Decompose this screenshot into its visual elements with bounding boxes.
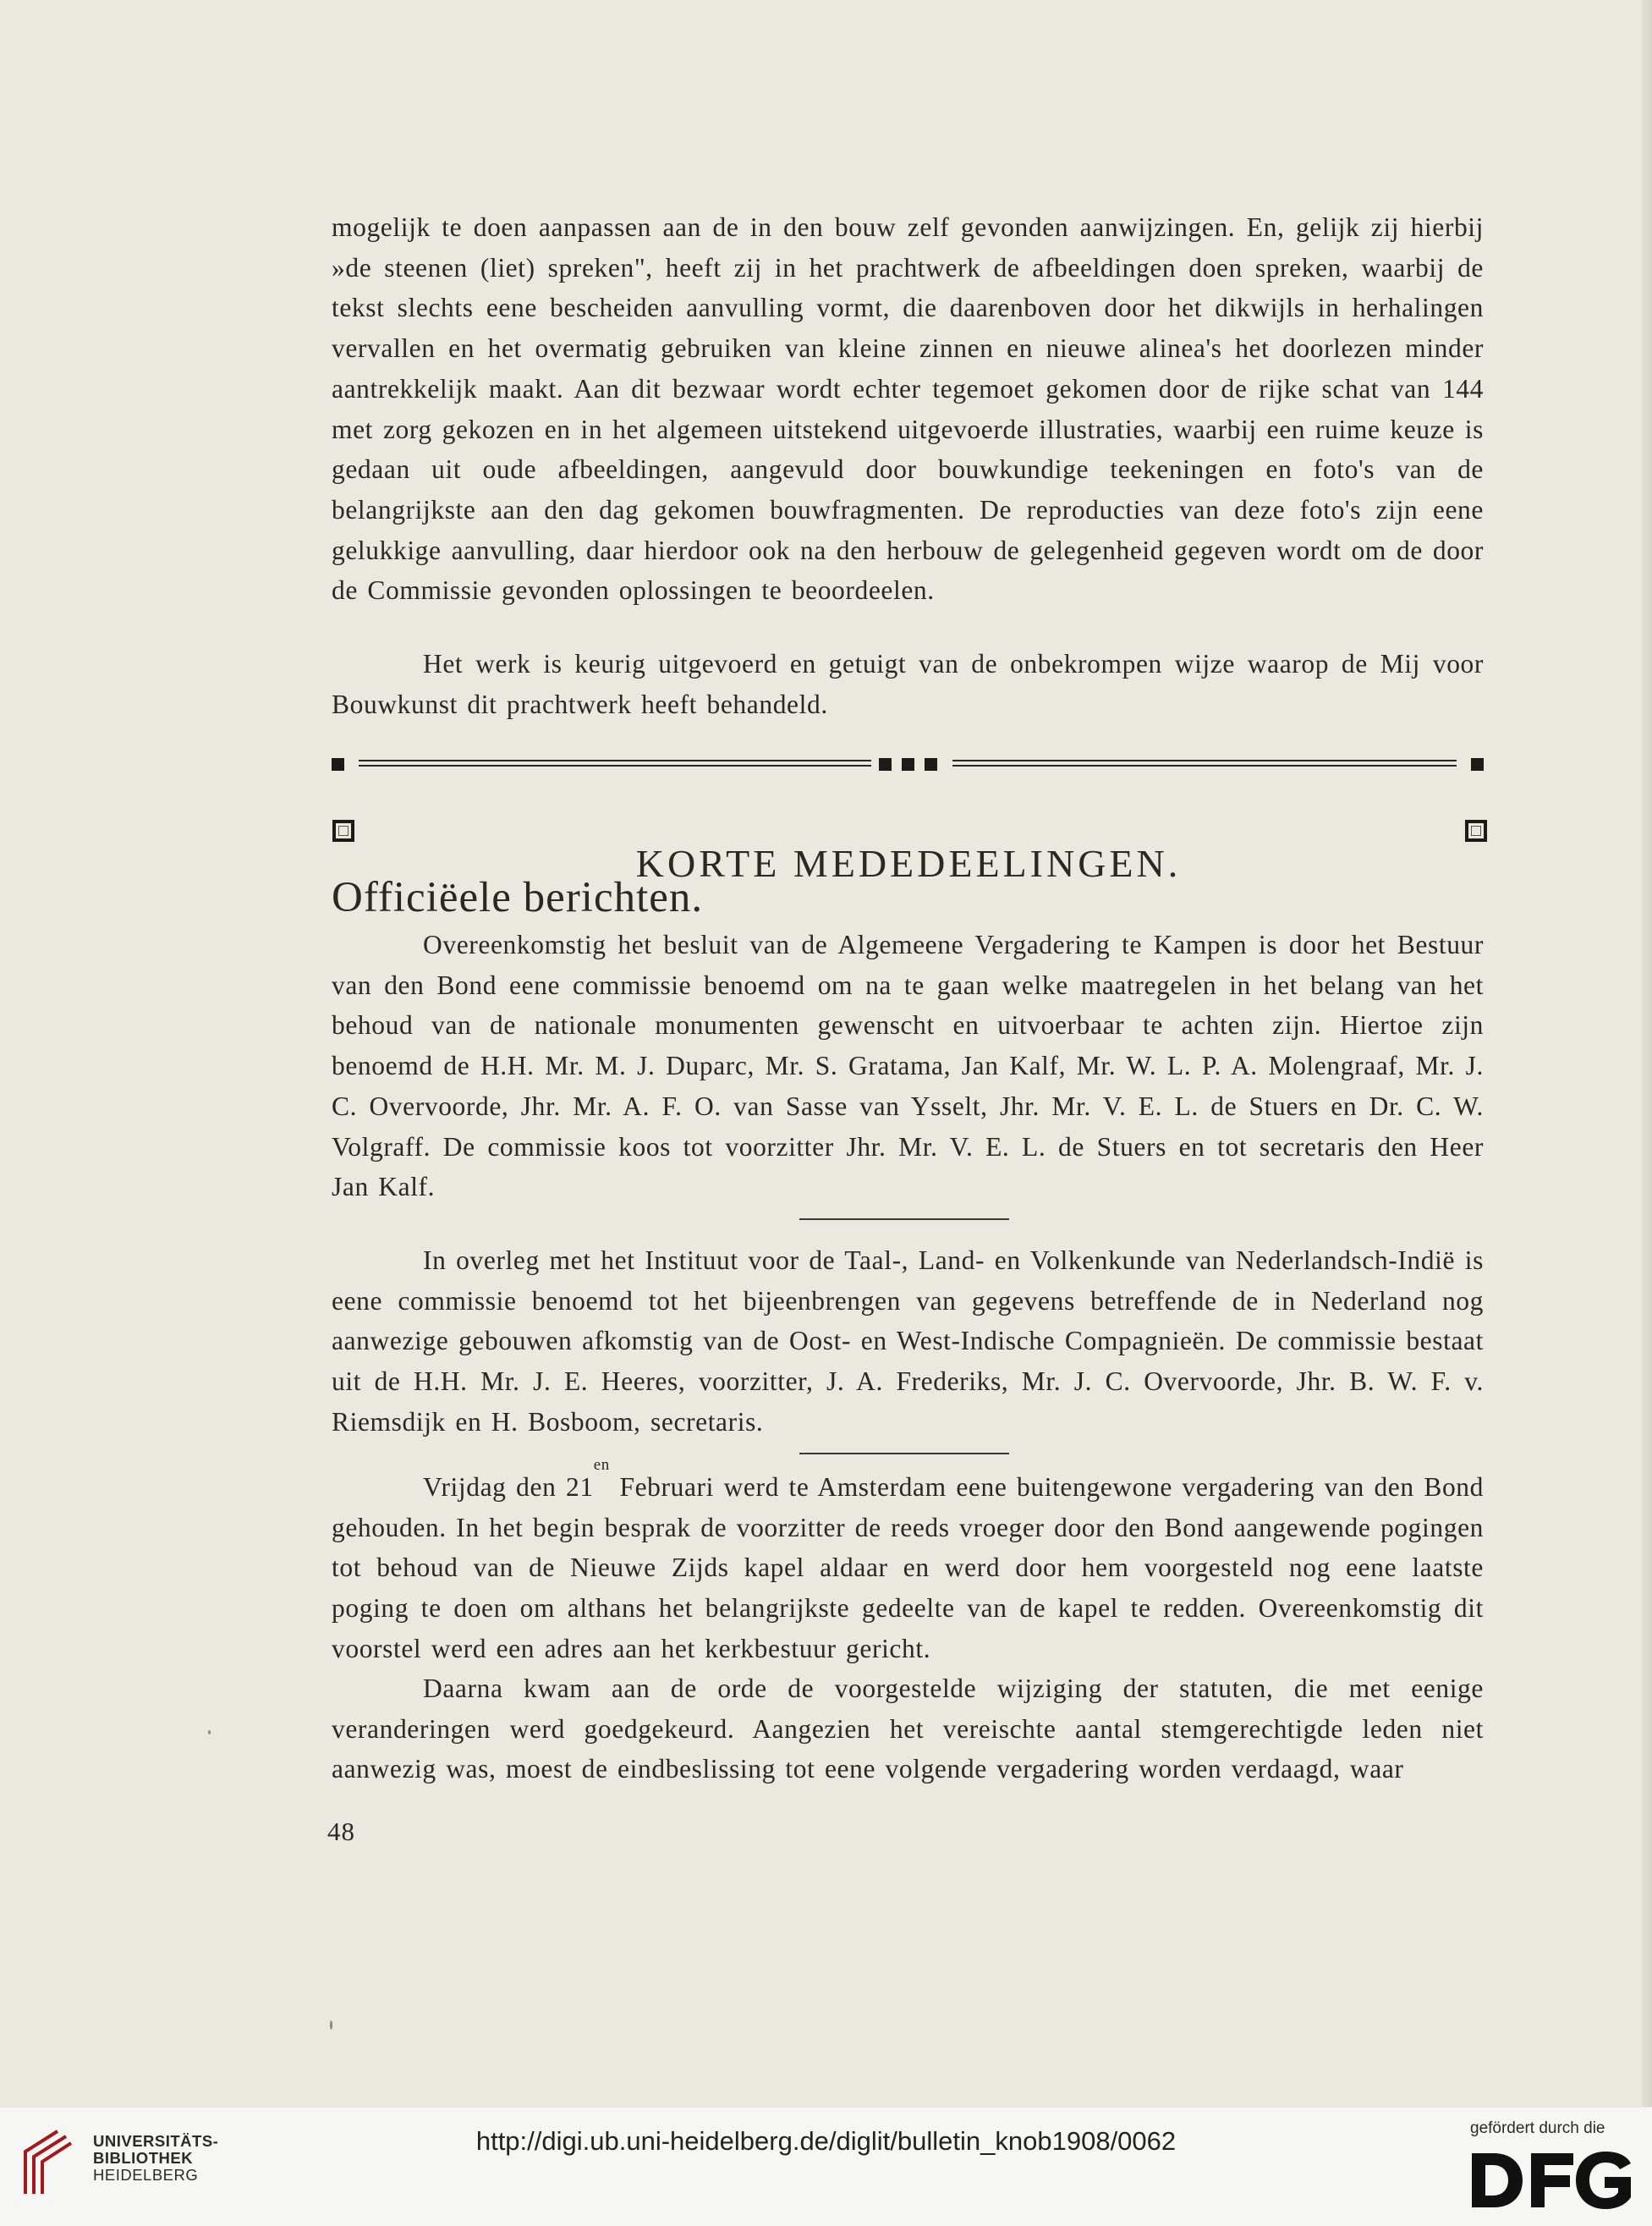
- permalink-url[interactable]: http://digi.ub.uni-heidelberg.de/diglit/bulletin_knob1908/0062: [475, 2126, 1177, 2156]
- superscript-en: en: [593, 1456, 610, 1474]
- body-paragraph-vrijdag: [332, 1456, 1484, 1669]
- body-paragraph-werk: Het werk is keurig uitgevoerd en getuigt van de onbekrompen wijze waarop de Mij voor Bouwkunst dit prachtwerk heeft behandeld.: [332, 649, 1484, 719]
- library-name-line1: UNIVERSITÄTS-: [93, 2132, 219, 2150]
- ornamental-rule: [332, 756, 1485, 776]
- vrijdag-text-rest: Februari werd te Amsterdam eene buitengewone vergadering van den Bond gehouden. In het begin besprak de voorzitter de reeds vroeger door den Bond aangewende pogingen tot behoud van de Nieuwe Zijds kapel aldaar en werd door hem voorgesteld nog eene laatste poging te doen om althans het belangrijkste gedeelte van de kapel te redden. Overeenkomstig dit voorstel werd een adres aan het kerkbestuur gericht.: [332, 1472, 1484, 1663]
- square-ornament-icon: [1465, 820, 1487, 842]
- section-title: KORTE MEDEDEELINGEN.: [635, 841, 1182, 885]
- rule-line: [952, 760, 1457, 767]
- rule-line: [359, 760, 871, 767]
- rule-square: [879, 758, 892, 771]
- vrijdag-text-start: Vrijdag den 21: [423, 1472, 594, 1502]
- body-paragraph-daarna: Daarna kwam aan de orde de voorgestelde wijziging der statuten, die met eenige veranderingen werd goedgekeurd. Aangezien het vereischte aantal stemgerechtigde leden niet aanwezig was, moest de eindbeslissing tot eene volgende vergadering worden verdaagd, waar: [332, 1674, 1484, 1784]
- subsection-title: Officiëele berichten.: [332, 874, 704, 921]
- rule-square: [332, 758, 344, 771]
- body-paragraph-instituut: In overleg met het Instituut voor de Taal-, Land- en Volkenkunde van Nederlandsch-Indië is eene commissie benoemd tot het bijeenbrengen van gegevens betreffende de in Nederland nog aanwezige gebouwen afkomstig van de Oost- en West-Indische Compagnieën. De commissie bestaat uit de H.H. Mr. J. E. Heeres, voorzitter, J. A. Frederiks, Mr. J. C. Overvoorde, Jhr. B. W. F. v. Riemsdijk en H. Bosboom, secretaris.: [332, 1245, 1484, 1437]
- body-paragraph-continued: mogelijk te doen aanpassen aan de in den bouw zelf gevonden aanwijzingen. En, gelijk zij hierbij »de steenen (liet) spreken", heeft zij in het prachtwerk de afbeeldingen doen spreken, waarbij de tekst slechts eene bescheiden aanvulling vormt, die daarenboven door het dikwijls in herhalingen vervallen en het overmatig gebruiken van kleine zinnen en nieuwe alinea's het doorlezen minder aantrekkelijk maakt. Aan dit bezwaar wordt echter tegemoet gekomen door de rijke schat van 144 met zorg gekozen en in het algemeen uitstekend uitgevoerde illustraties, waarbij een ruime keuze is gedaan uit oude afbeeldingen, aangevuld door bouwkundige teekeningen en foto's van de belangrijkste aan den dag gekomen bouwfragmenten. De reproducties van deze foto's zijn eene gelukkige aanvulling, daar hierdoor ook na den herbouw de gelegenheid gegeven wordt om de door de Commissie gevonden oplossingen te beoordeelen.: [332, 212, 1484, 606]
- sponsor-text: gefördert durch die: [1470, 2119, 1605, 2137]
- section-heading-row: [332, 812, 1485, 885]
- library-name-line3: HEIDELBERG: [93, 2166, 199, 2184]
- body-paragraph-officieel: Overeenkomstig het besluit van de Algemeene Vergadering te Kampen is door het Bestuur van den Bond eene commissie benoemd om na te gaan welke maatregelen in het belang van het behoud van de nationale monumenten gewenscht en uitvoerbaar te achten zijn. Hiertoe zijn benoemd de H.H. Mr. M. J. Duparc, Mr. S. Gratama, Jan Kalf, Mr. W. L. P. A. Molengraaf, Mr. J. C. Overvoorde, Jhr. Mr. A. F. O. van Sasse van Ysselt, Jhr. Mr. V. E. L. de Stuers en Dr. C. W. Volgraff. De commissie koos tot voorzitter Jhr. Mr. V. E. L. de Stuers en tot secretaris den Heer Jan Kalf.: [332, 930, 1484, 1202]
- rule-square: [1471, 758, 1484, 771]
- rule-square: [902, 758, 914, 771]
- paper-speck: [208, 1730, 211, 1734]
- dfg-logo-icon: [1470, 2145, 1633, 2216]
- library-name-line2: BIBLIOTHEK: [93, 2149, 194, 2167]
- short-divider: [799, 1218, 1009, 1220]
- short-divider: [799, 1453, 1009, 1454]
- page-edge-shadow: [1642, 0, 1652, 2107]
- page-number: 48: [327, 1817, 355, 1846]
- footer-bar: [0, 2108, 1652, 2226]
- rule-square: [925, 758, 937, 771]
- paper-speck: [330, 2020, 332, 2030]
